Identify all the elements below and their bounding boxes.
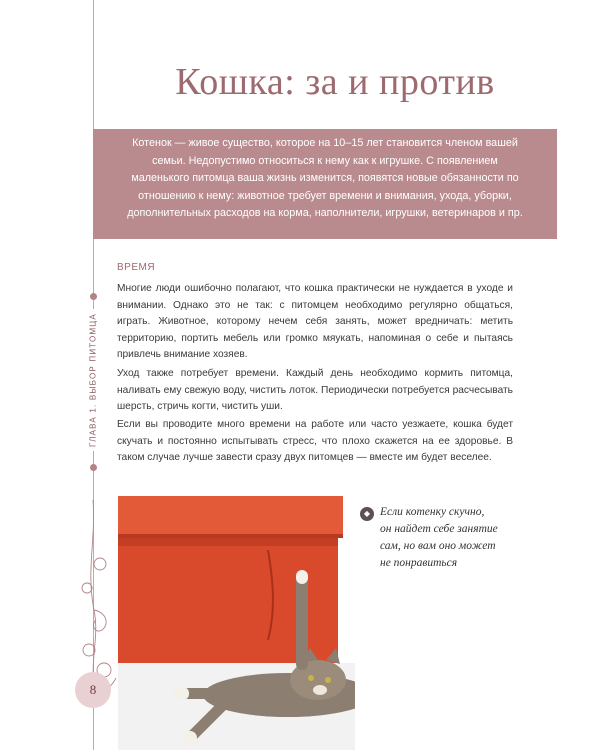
- section-title: ВРЕМЯ: [117, 262, 156, 273]
- cat-on-sofa-photo: [118, 490, 355, 750]
- body-paragraph-1: Многие люди ошибочно полагают, что кошка практически не нуждается в уходе и внимании. Однако это не так: с питомцем необходимо регулярно общаться, играть. Животное, которому нечем себя занять, может вредничать: метить территорию, портить мебель или громко мяукать, напоминая о себе и пытаясь привлечь внимание хозяев.: [117, 283, 513, 361]
- margin-dot-bottom: [90, 464, 97, 471]
- caption-line: Если котенку скучно,: [380, 506, 485, 518]
- floral-ornament-icon: [66, 500, 126, 700]
- body-paragraph-2: Уход также потребует времени. Каждый день необходимо кормить питомца, наливать ему свежую воду, чистить лоток. Периодически потребуется расчесывать шерсть, стричь когти, чистить уши.: [117, 368, 513, 413]
- caption-line: не понравиться: [380, 557, 458, 569]
- caption-line: сам, но вам оно может: [380, 540, 496, 552]
- intro-box: Котенок — живое существо, которое на 10–15 лет становится членом вашей семьи. Недопустимо относиться к нему как к игрушке. С появлением маленького питомца ваша жизнь изменится, появятся новые обязанности по отношению к нему: животное требует времени и внимания, ухода, уборки, дополнительных расходов на корма, наполнители, игрушки, ветеринаров и пр.: [93, 129, 557, 239]
- caption-bullet-icon: ◆: [360, 507, 374, 521]
- page-number: 8: [75, 672, 111, 708]
- page-title: Кошка: за и против: [175, 61, 495, 103]
- margin-dot-top: [90, 293, 97, 300]
- chapter-running-head: ГЛАВА 1. ВЫБОР ПИТОМЦА: [89, 309, 98, 451]
- photo-caption: [380, 504, 530, 572]
- caption-line: он найдет себе занятие: [380, 523, 498, 535]
- body-paragraph-3: Если вы проводите много времени на работе или часто уезжаете, кошка будет скучать и постоянно испытывать стресс, что плохо скажется на ее здоровье. В таком случае лучше завести сразу двух питомцев — вместе им будет веселее.: [117, 419, 513, 464]
